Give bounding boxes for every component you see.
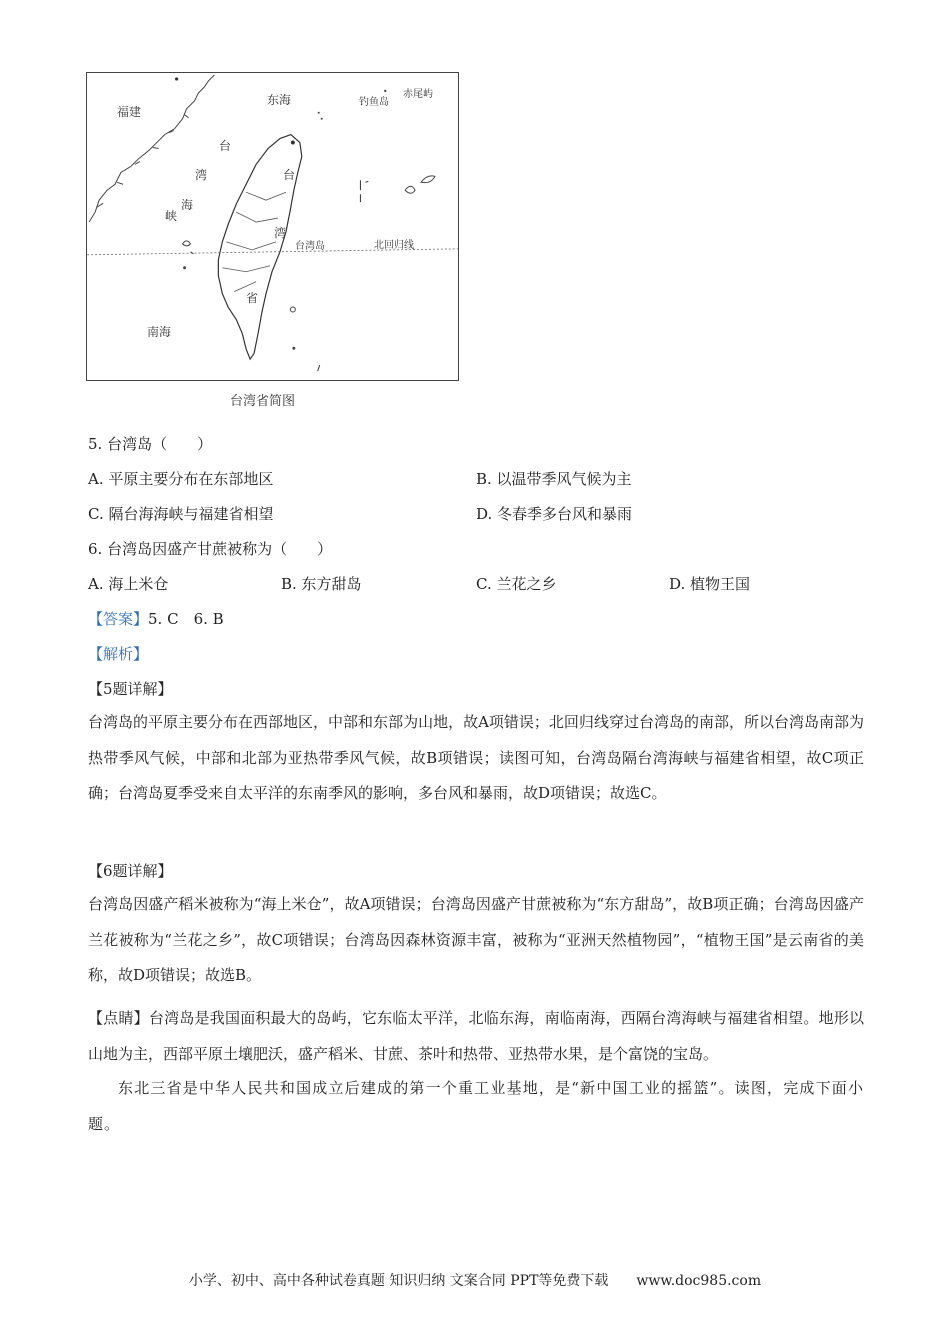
taipei-dot-icon (291, 141, 295, 145)
page-footer: 小学、初中、高中各种试卷真题 知识归纳 文案合同 PPT等免费下载 www.doc985.com (188, 1273, 762, 1289)
label-province-1: 台 (283, 168, 296, 182)
label-fujian: 福建 (117, 105, 142, 119)
answer-text: 5. C 6. B (148, 610, 224, 628)
answer-line (88, 609, 224, 629)
q5-option-a: A. 平原主要分布在东部地区 (88, 470, 274, 488)
remark-body: 台湾岛是我国面积最大的岛屿，它东临太平洋，北临东海，南临南海，西隔台湾海峡与福建省相望。地形以山地为主，西部平原土壤肥沃，盛产稻米、甘蔗、茶叶和热带、亚热带水果，是个富饶的宝岛。 (88, 1009, 864, 1063)
q5-stem: 5. 台湾岛（ ） (88, 435, 213, 453)
label-strait-1: 台 (219, 139, 232, 153)
q5-option-c: C. 隔台海海峡与福建省相望 (88, 505, 274, 523)
q6-stem: 6. 台湾岛因盛产甘蔗被称为（ ） (88, 540, 333, 558)
label-tropic: 北回归线 (374, 240, 414, 251)
detail5-body: 台湾岛的平原主要分布在西部地区，中部和东部为山地，故A项错误；北回归线穿过台湾岛的南部，所以台湾岛南部为热带季风气候，中部和北部为亚热带季风气候，故B项错误；读图可知，台湾岛隔台湾海峡与福建省相望，故C项正确；台湾岛夏季受来自太平洋的东南季风的影响，多台风和暴雨，故D项错误；故选C。 (88, 713, 864, 802)
label-diaoyudao: 钓鱼岛 (359, 97, 389, 108)
q5-option-d: D. 冬春季多台风和暴雨 (476, 505, 633, 523)
q6-option-d: D. 植物王国 (669, 575, 751, 593)
label-chiweiyu: 赤尾屿 (403, 89, 433, 100)
label-strait-4: 峡 (165, 209, 178, 223)
label-donghai: 东海 (267, 93, 292, 107)
label-strait-2: 湾 (195, 168, 208, 182)
label-province-3: 省 (246, 291, 259, 305)
label-island: 台湾岛 (295, 241, 325, 252)
remark-tag: 【点睛】 (88, 1009, 149, 1027)
map-drawing (87, 73, 458, 380)
detail6-title: 【6题详解】 (88, 862, 173, 880)
intro-text: 东北三省是中华人民共和国成立后建成的第一个重工业基地，是“新中国工业的摇篮”。读图，完成下面小题。 (88, 1079, 864, 1133)
remark-block (88, 1001, 864, 1072)
q6-option-a: A. 海上米仓 (88, 575, 169, 593)
label-province-2: 湾 (274, 226, 287, 240)
detail6-body: 台湾岛因盛产稻米被称为“海上米仓”，故A项错误；台湾岛因盛产甘蔗被称为“东方甜岛”，故B项正确；台湾岛因盛产兰花被称为“兰花之乡”，故C项错误；台湾岛因森林资源丰富，被称为“亚洲天然植物园”，“植物王国”是云南省的美称，故D项错误；故选B。 (88, 895, 864, 984)
taiwan-map (86, 72, 459, 381)
q5-option-b: B. 以温带季风气候为主 (476, 470, 632, 488)
analysis-tag: 【解析】 (88, 645, 149, 663)
q6-option-c: C. 兰花之乡 (476, 575, 557, 593)
map-caption: 台湾省简图 (230, 394, 296, 409)
answer-tag: 【答案】 (88, 610, 149, 628)
label-strait-3: 海 (181, 198, 194, 212)
detail5-title: 【5题详解】 (88, 680, 173, 698)
q6-option-b: B. 东方甜岛 (281, 575, 362, 593)
fujian-coast (89, 75, 214, 222)
label-nanhai: 南海 (147, 325, 172, 339)
city-dot-icon (175, 77, 178, 80)
